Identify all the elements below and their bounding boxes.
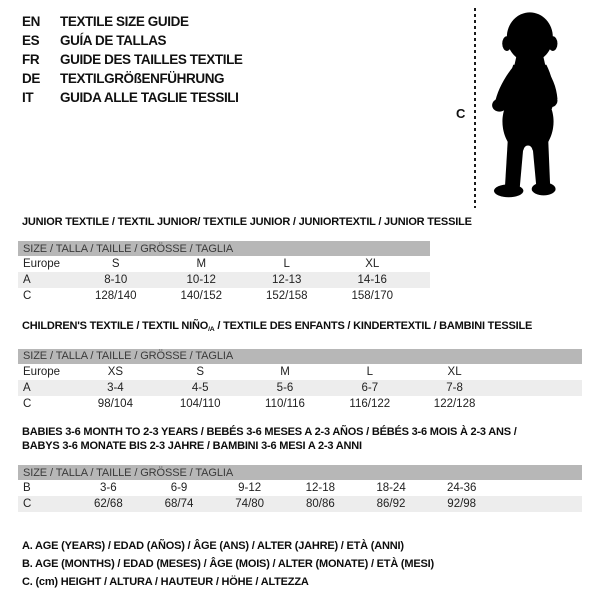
size-cell: 7-8 (446, 381, 463, 394)
language-row (22, 12, 243, 31)
size-cell: 74/80 (235, 498, 265, 510)
size-cell: 80/86 (305, 498, 335, 510)
table-row (18, 288, 430, 304)
size-cell: M (196, 258, 207, 270)
table-rows (18, 364, 582, 412)
size-header-bar: SIZE / TALLA / TAILLE / GRÖSSE / TAGLIA (18, 349, 582, 364)
table-title-line (22, 425, 582, 439)
row-cells (73, 398, 582, 410)
size-cell: 128/140 (94, 290, 137, 302)
row-label: C (23, 498, 32, 510)
size-cell: 140/152 (180, 290, 223, 302)
row-label: C (23, 397, 32, 410)
language-code: ES (22, 33, 40, 48)
size-cell: 92/98 (447, 498, 477, 510)
babies-textile-table (18, 425, 582, 512)
size-cell: XL (365, 258, 380, 270)
table-title (22, 425, 582, 453)
toddler-silhouette-icon (482, 7, 574, 209)
title-segment: CHILDREN'S TEXTILE / TEXTIL NIÑO (22, 320, 209, 332)
size-cell: 68/74 (164, 498, 194, 510)
row-cells (73, 274, 430, 286)
size-cell: 3-6 (100, 482, 117, 494)
size-cell: 6-9 (170, 482, 188, 494)
height-measure-line (474, 8, 476, 208)
size-cell: 18-24 (376, 482, 406, 494)
table-title (22, 215, 472, 229)
size-cell: 5-6 (276, 381, 294, 394)
junior-textile-table (18, 215, 472, 304)
table-title-line (22, 439, 582, 453)
table-row (18, 380, 582, 396)
size-cell: 86/92 (376, 498, 406, 510)
size-cell: 10-12 (186, 274, 216, 286)
size-cell: 8-10 (104, 274, 128, 286)
legend-line: C. (cm) HEIGHT / ALTURA / HAUTEUR / HÖHE / ALTEZZA (22, 576, 309, 588)
size-header-bar: SIZE / TALLA / TAILLE / GRÖSSE / TAGLIA (18, 241, 430, 256)
size-cell: 104/110 (179, 397, 221, 410)
size-cell: 3-4 (107, 381, 124, 394)
language-list (22, 12, 243, 107)
table-rows (18, 480, 582, 512)
size-cell: 152/158 (265, 290, 308, 302)
row-label: B (23, 482, 31, 494)
row-cells (73, 498, 582, 510)
size-cell: S (196, 365, 205, 378)
size-cell: 9-12 (238, 482, 262, 494)
size-cell: 98/104 (97, 397, 133, 410)
table-title (22, 319, 582, 337)
language-label: TEXTILE SIZE GUIDE (60, 14, 189, 29)
row-label: A (23, 381, 31, 394)
size-cell: L (283, 258, 290, 270)
size-cell: 4-5 (191, 381, 209, 394)
table-title-line (22, 319, 582, 337)
table-row (18, 496, 582, 512)
table-row (18, 364, 582, 380)
size-cell: 122/128 (433, 397, 476, 410)
language-label: GUIDA ALLE TAGLIE TESSILI (60, 90, 239, 105)
language-label: GUÍA DE TALLAS (60, 33, 167, 48)
row-cells (73, 258, 430, 270)
size-cell: 116/122 (349, 397, 391, 410)
table-row (18, 256, 430, 272)
language-row (22, 69, 243, 88)
legend-line: B. AGE (MONTHS) / EDAD (MESES) / ÂGE (MOIS) / ALTER (MONATE) / ETÀ (MESI) (22, 558, 434, 570)
row-cells (73, 290, 430, 302)
baby-figure (452, 4, 598, 214)
row-cells (73, 366, 582, 378)
table-row (18, 396, 582, 412)
size-cell: 110/116 (265, 397, 305, 410)
language-row (22, 50, 243, 69)
language-code: FR (22, 52, 40, 67)
table-row (18, 480, 582, 496)
language-label: TEXTILGRÖßENFÜHRUNG (60, 71, 225, 86)
language-row (22, 31, 243, 50)
title-segment: JUNIOR TEXTILE / TEXTIL JUNIOR/ TEXTILE JUNIOR / JUNIORTEXTIL / JUNIOR TESSILE (22, 216, 472, 228)
size-cell: 14-16 (357, 274, 387, 286)
size-cell: 12-18 (305, 482, 336, 494)
title-segment: / TEXTILE DES ENFANTS / KINDERTEXTIL / BAMBINI TESSILE (214, 320, 533, 332)
row-label: Europe (23, 258, 61, 270)
legend-line: A. AGE (YEARS) / EDAD (AÑOS) / ÂGE (ANS) / ALTER (JAHRE) / ETÀ (ANNI) (22, 540, 404, 552)
row-label: C (23, 290, 32, 302)
row-label: A (23, 274, 31, 286)
size-cell: 62/68 (93, 498, 123, 510)
legend (22, 537, 434, 591)
height-label: C (456, 106, 466, 121)
row-cells (73, 482, 582, 494)
children-textile-table (18, 319, 582, 412)
title-segment: BABIES 3-6 MONTH TO 2-3 YEARS / BEBÉS 3-6 MESES A 2-3 AÑOS / BÉBÉS 3-6 MOIS À 2-3 ANS / (22, 426, 517, 438)
size-cell: 6-7 (361, 381, 379, 394)
size-cell: XL (447, 365, 462, 378)
size-cell: S (111, 258, 120, 270)
language-code: IT (22, 90, 34, 105)
table-title-line (22, 215, 472, 229)
size-cell: L (366, 365, 373, 378)
row-label: Europe (23, 365, 61, 378)
language-code: EN (22, 14, 40, 29)
size-cell: M (280, 365, 290, 378)
language-row (22, 88, 243, 107)
row-cells (73, 382, 582, 394)
size-cell: 24-36 (446, 482, 477, 494)
language-code: DE (22, 71, 40, 86)
title-segment: BABYS 3-6 MONATE BIS 2-3 JAHRE / BAMBINI 3-6 MESI A 2-3 ANNI (22, 440, 362, 452)
size-cell: 158/170 (351, 290, 394, 302)
size-cell: 12-13 (272, 274, 302, 286)
size-cell: XS (107, 365, 124, 378)
table-row (18, 272, 430, 288)
size-header-bar: SIZE / TALLA / TAILLE / GRÖSSE / TAGLIA (18, 465, 582, 480)
language-label: GUIDE DES TAILLES TEXTILE (60, 52, 243, 67)
table-rows (18, 256, 430, 304)
title-segment: /A (208, 325, 215, 333)
